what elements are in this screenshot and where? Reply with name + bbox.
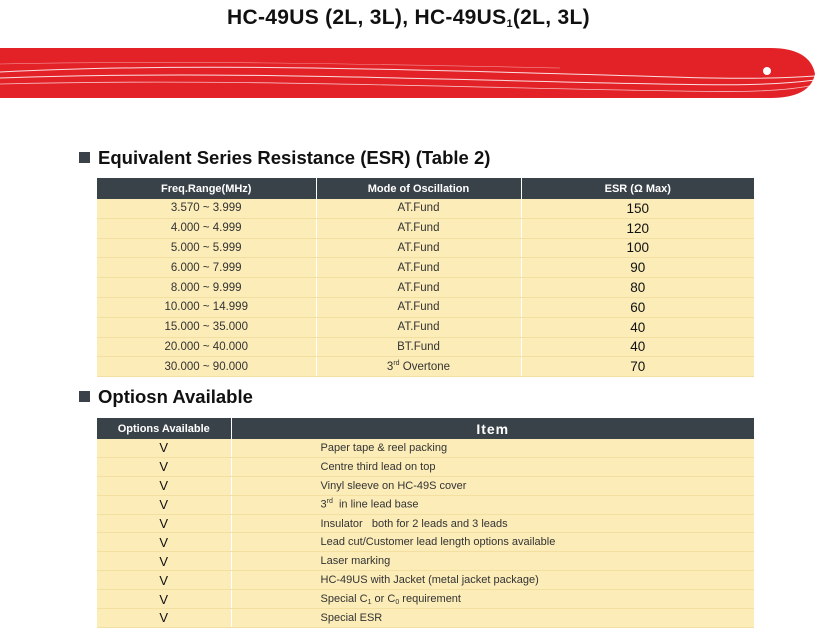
option-mark: V	[97, 533, 231, 552]
item-text-c: requirement	[399, 592, 461, 605]
item-subscript-1: 1	[367, 598, 372, 606]
option-mark: V	[97, 590, 231, 609]
table-row	[97, 571, 754, 590]
table-row	[97, 199, 754, 218]
freq-cell: 30.000 ~ 90.000	[97, 357, 316, 377]
option-mark: V	[97, 552, 231, 571]
table-row	[97, 357, 754, 377]
table-row	[97, 439, 754, 457]
option-item: Centre third lead on top	[231, 457, 754, 476]
esr-cell: 90	[521, 258, 754, 278]
esr-table	[97, 178, 754, 377]
item-text-b: or C	[371, 592, 396, 605]
table-row	[97, 552, 754, 571]
esr-cell: 100	[521, 238, 754, 258]
option-item: Paper tape & reel packing	[231, 439, 754, 457]
column-header-item: Item	[231, 418, 754, 439]
option-mark: V	[97, 609, 231, 628]
mode-cell: AT.Fund	[316, 238, 521, 258]
mode-cell: BT.Fund	[316, 337, 521, 357]
red-banner	[0, 40, 817, 106]
table-row	[97, 514, 754, 533]
mode-suffix: Overtone	[399, 361, 451, 374]
table-row	[97, 238, 754, 258]
freq-cell: 10.000 ~ 14.999	[97, 297, 316, 317]
table-row	[97, 533, 754, 552]
table-row	[97, 297, 754, 317]
options-table-header-row	[97, 418, 754, 439]
freq-cell: 4.000 ~ 4.999	[97, 218, 316, 238]
table-row	[97, 495, 754, 514]
esr-cell: 150	[521, 199, 754, 218]
freq-cell: 6.000 ~ 7.999	[97, 258, 316, 278]
mode-cell: AT.Fund	[316, 218, 521, 238]
table-row	[97, 609, 754, 628]
option-item	[231, 495, 754, 514]
page-title	[0, 6, 817, 30]
esr-cell: 80	[521, 278, 754, 298]
mode-cell	[316, 357, 521, 377]
options-heading-text: Optiosn Available	[98, 386, 253, 407]
esr-heading-text: Equivalent Series Resistance (ESR) (Table 2)	[98, 147, 491, 168]
esr-cell: 40	[521, 317, 754, 337]
column-header-esr: ESR (Ω Max)	[521, 178, 754, 199]
mode-prefix: 3	[386, 361, 394, 374]
option-mark: V	[97, 476, 231, 495]
table-row	[97, 590, 754, 609]
table-row	[97, 258, 754, 278]
freq-cell: 8.000 ~ 9.999	[97, 278, 316, 298]
option-mark: V	[97, 571, 231, 590]
bullet-square-icon	[79, 152, 90, 163]
option-mark: V	[97, 495, 231, 514]
mode-cell: AT.Fund	[316, 297, 521, 317]
freq-cell: 5.000 ~ 5.999	[97, 238, 316, 258]
mode-cell: AT.Fund	[316, 278, 521, 298]
option-item: Vinyl sleeve on HC-49S cover	[231, 476, 754, 495]
options-section-heading	[79, 386, 253, 408]
column-header-freq-range: Freq.Range(MHz)	[97, 178, 316, 199]
freq-cell: 3.570 ~ 3.999	[97, 199, 316, 218]
option-mark: V	[97, 457, 231, 476]
mode-cell: AT.Fund	[316, 199, 521, 218]
item-text-a: Special C	[320, 592, 368, 605]
item-prefix: 3	[320, 498, 327, 511]
option-item: HC-49US with Jacket (metal jacket package)	[231, 571, 754, 590]
esr-section-heading	[79, 147, 490, 169]
esr-table-header-row	[97, 178, 754, 199]
table-row	[97, 317, 754, 337]
bullet-square-icon	[79, 391, 90, 402]
option-item: Special ESR	[231, 609, 754, 628]
mode-superscript: rd	[393, 360, 400, 368]
item-superscript: rd	[326, 498, 333, 506]
title-part-2: (2L, 3L)	[512, 6, 590, 29]
mode-cell: AT.Fund	[316, 317, 521, 337]
column-header-options-available: Options Available	[97, 418, 231, 439]
esr-cell: 40	[521, 337, 754, 357]
column-header-mode: Mode of Oscillation	[316, 178, 521, 199]
option-item: Insulator both for 2 leads and 3 leads	[231, 514, 754, 533]
table-row	[97, 337, 754, 357]
mode-cell: AT.Fund	[316, 258, 521, 278]
freq-cell: 20.000 ~ 40.000	[97, 337, 316, 357]
freq-cell: 15.000 ~ 35.000	[97, 317, 316, 337]
option-item: Laser marking	[231, 552, 754, 571]
table-row	[97, 457, 754, 476]
table-row	[97, 476, 754, 495]
option-item: Lead cut/Customer lead length options available	[231, 533, 754, 552]
item-suffix: in line lead base	[332, 498, 419, 511]
title-subscript: 1	[506, 18, 513, 30]
option-item	[231, 590, 754, 609]
table-row	[97, 278, 754, 298]
item-subscript-0: 0	[395, 598, 400, 606]
title-part-1: HC-49US (2L, 3L), HC-49US	[227, 6, 507, 29]
esr-cell: 60	[521, 297, 754, 317]
esr-cell: 70	[521, 357, 754, 377]
option-mark: V	[97, 514, 231, 533]
option-mark: V	[97, 439, 231, 457]
esr-cell: 120	[521, 218, 754, 238]
table-row	[97, 218, 754, 238]
options-table	[97, 418, 754, 628]
